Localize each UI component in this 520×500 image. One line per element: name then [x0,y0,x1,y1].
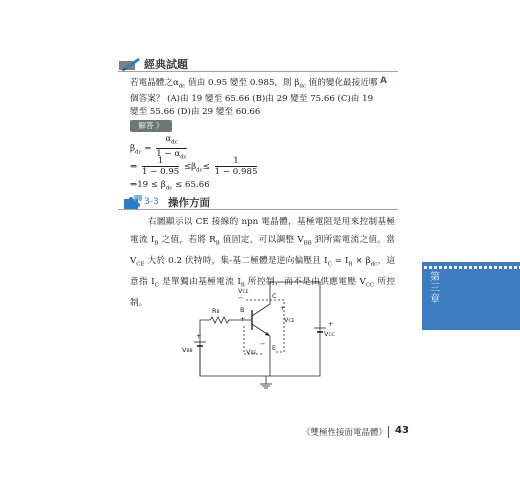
section-title: 操作方面 [168,197,210,209]
answer-letter: A [380,76,387,86]
page-number: 43 [395,425,409,436]
label-vbe: VBE [246,348,257,356]
equation-beta-alpha: $\beta_{dc}$ = $\frac{\alpha_{dc}}{1 - \alpha_{dc}}$ [130,134,187,161]
puzzle-icon [122,194,144,210]
equation-bounds: ⇒ $\frac{1}{1 - 0.95}$ $\le\beta_{dc}\le$ $\frac{1}{1 - 0.985}$ [130,156,258,177]
header-divider [118,71,398,72]
label-vbb: VBB [182,346,193,354]
label-vcc: VCC [324,330,335,338]
pencil-icon [118,56,142,72]
solution-label: 解答 》 [130,120,172,132]
label-vce-mid: VCE [284,316,295,324]
label-b: B [240,306,245,314]
label-plus-vcc: + [328,320,334,328]
body-paragraph: 右圖顯示以 CE 接線的 npn 電晶體，基極電阻是用來控制基極電流 $I_B$ 之值，若將 $R_B$ 值固定，可以調整 $V_{BB}$ 到所需電流之值，當 $V_{CE}$ 大於 0.2 伏特時，集-基二極體是逆向偏壓且 $I_C = I_B \times \beta_{dc}$，這意指 $I_C$ 是單獨由基極電流 $I_B$ 所控制，而不是由供應電壓 $V_{CC}$ 所控制。 [130,217,396,309]
chapter-tab-dots [424,266,520,269]
label-plus-vbb: + [196,332,202,340]
ce-transistor-circuit [180,280,340,390]
label-e: E [272,344,277,352]
footer-separator [388,426,389,438]
label-plus-b: + [240,315,246,323]
label-minus-top: − [238,294,244,302]
section-header-title: 經典試題 [144,58,188,71]
label-c: C [272,292,277,300]
label-vce-top: VCE [238,287,249,295]
footer-book-title: 《雙極性接面電晶體》 [302,428,388,438]
question-text: 若電晶體之$\alpha_{dc}$ 值由 0.95 變至 0.985，則 $\beta_{dc}$ 值的變化最接近哪個答案？ (A)由 19 變至 65.66 (B)由 29 變至 75.66 (C)由 19 變至 55.66 (D)由 29 變至 60.66 [130,78,378,117]
section-divider [118,209,398,210]
section-number: 3-3 [144,197,159,207]
label-rb: RB [212,307,220,315]
label-minus-e: − [260,340,266,348]
equation-result: ⇒19 ≤ $\beta_{dc} \le 65.66$ [130,180,210,192]
label-plus-c: + [280,304,286,312]
chapter-label: 第三章 [430,272,440,305]
